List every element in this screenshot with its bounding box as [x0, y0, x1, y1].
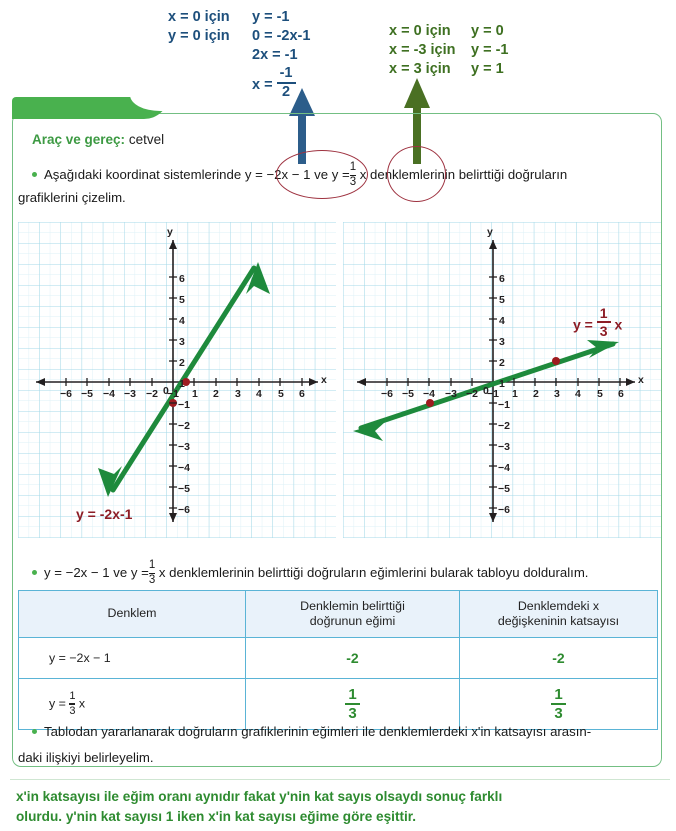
table-row-1-coefficient-value: -2 [552, 650, 565, 666]
graph-right-label-denominator: 3 [599, 323, 608, 339]
table-header-coefficient [460, 591, 658, 638]
table-row-1-slope-value: -2 [346, 650, 359, 666]
graph-left-x-axis-label: x [321, 374, 327, 386]
graph-left-xtick--6: −6 [60, 388, 72, 400]
table-row-2-coefficient-fraction [551, 687, 565, 721]
graph-right-ytick-1: 1 [499, 378, 505, 390]
graph-left-xtick-3: 3 [235, 388, 241, 400]
graph-left-canvas [18, 222, 336, 538]
graph-right-xtick-6: 6 [618, 388, 624, 400]
graph-right-xtick--4: −4 [423, 388, 435, 400]
blue-line-1-left: x = 0 için [168, 9, 230, 25]
graph-left-xtick--4: −4 [103, 388, 115, 400]
graph-right-label-numerator: 1 [599, 305, 608, 321]
graph-right-y-axis-label: y [487, 226, 493, 238]
graph-left-xtick--5: −5 [81, 388, 93, 400]
blue-line-2-left: y = 0 için [168, 28, 230, 45]
table-header-equation: Denklem [19, 591, 246, 638]
green-line-3-left: x = 3 için [389, 61, 451, 78]
graph-right-xtick--1: −1 [487, 388, 499, 400]
blue-final-numerator: -1 [279, 65, 293, 81]
table-header-slope [246, 591, 460, 638]
table-row-2-equation-denominator: 3 [69, 704, 76, 717]
instruction-part-1: Aşağıdaki koordinat sistemlerinde y = −2x − 1 ve y = [44, 166, 350, 182]
graph-left-xtick-4: 4 [256, 388, 262, 400]
graph-left-equation-label: y = -2x-1 [76, 506, 133, 522]
graph-left-xtick--2: −2 [146, 388, 158, 400]
blue-annotation-line-3 [168, 46, 310, 65]
graph-right-xtick--3: −3 [445, 388, 457, 400]
graph-left-xtick-1: 1 [192, 388, 198, 400]
green-annotation-line-1 [389, 22, 508, 41]
bullet-icon [32, 729, 37, 734]
graph-right-label-fraction [597, 306, 611, 338]
activity-banner [12, 97, 162, 119]
bullet-2-paragraph [32, 560, 660, 586]
conclusion-text [16, 787, 666, 826]
table-row-2-equation-fraction [69, 691, 75, 716]
graph-left-ytick--4: −4 [178, 462, 190, 474]
blue-line-2-right: 0 = -2x-1 [252, 28, 311, 45]
blue-annotation-line-2 [168, 27, 310, 46]
green-annotation-block [389, 22, 508, 79]
table-row-2-coefficient-numerator: 1 [554, 686, 563, 703]
table-row-1-coefficient [460, 638, 658, 679]
graph-right-label-suffix: x [614, 316, 623, 333]
graph-left-origin-label: 0 [163, 385, 169, 397]
conclusion-divider [10, 779, 670, 780]
graph-right-ytick-6: 6 [499, 273, 505, 285]
graph-left-ytick--3: −3 [178, 441, 190, 453]
equation-2-highlight-ellipse [387, 146, 446, 202]
blue-annotation-block [168, 8, 310, 65]
graph-right-xtick--5: −5 [402, 388, 414, 400]
graph-right-xtick-3: 3 [554, 388, 560, 400]
conclusion-line-1: x'in katsayısı ile eğim oranı aynıdır fakat y'nin kat sayıs olsaydı sonuç farklı [16, 789, 503, 804]
tools-label: Araç ve gereç: [32, 132, 126, 147]
graph-right-ytick--5: −5 [498, 483, 510, 495]
graph-panel-right [343, 222, 661, 538]
bullet-2-fraction-numerator: 1 [148, 559, 156, 571]
slope-table [18, 590, 658, 730]
graph-right-ytick-3: 3 [499, 336, 505, 348]
graph-left-ytick-6: 6 [179, 273, 185, 285]
graph-left-xtick-2: 2 [213, 388, 219, 400]
equation-1-highlight-ellipse [276, 150, 368, 199]
table-row-2-slope-fraction [345, 687, 359, 721]
graph-right-x-axis-label: x [638, 374, 644, 386]
table-row-2-slope-numerator: 1 [348, 686, 357, 703]
graph-left-xtick--3: −3 [124, 388, 136, 400]
blue-line-1-right: y = -1 [252, 9, 290, 25]
graph-panel-left [18, 222, 336, 538]
graph-left-y-axis-label: y [167, 226, 173, 238]
graph-right-ytick--3: −3 [498, 441, 510, 453]
bullet-2-part-2: x denklemlerinin belirttiği doğruların eğimlerini bularak tabloyu dolduralım. [158, 564, 589, 580]
graph-right-xtick--6: −6 [381, 388, 393, 400]
table-row [19, 638, 658, 679]
green-annotation-line-2 [389, 41, 508, 60]
green-line-1-left: x = 0 için [389, 23, 451, 39]
graph-left-ytick--2: −2 [178, 420, 190, 432]
graph-right-point-1 [426, 399, 434, 407]
graph-left-ytick-4: 4 [179, 315, 185, 327]
graph-left-xtick--1: −1 [167, 388, 179, 400]
table-header-row [19, 591, 658, 638]
bullet-3-paragraph [32, 722, 660, 742]
table-header-coefficient-line-1: Denklemdeki x [517, 598, 600, 613]
table-row-2-equation-numerator: 1 [69, 690, 76, 703]
bullet-2-fraction-denominator: 3 [148, 573, 156, 586]
table-row-2-equation-prefix: y = [49, 697, 66, 712]
bullet-3-line-2: daki ilişkiyi belirleyelim. [18, 750, 154, 765]
table-row-1-slope [246, 638, 460, 679]
graph-left-xtick-6: 6 [299, 388, 305, 400]
tools-line [32, 132, 164, 147]
blue-line-3-right: 2x = -1 [252, 47, 298, 64]
graph-right-ytick-2: 2 [499, 357, 505, 369]
graph-right-ytick--6: −6 [498, 504, 510, 516]
graph-right-xtick--2: −2 [466, 388, 478, 400]
conclusion-line-2: olurdu. y'nin kat sayısı 1 iken x'in kat sayısı eğime göre eşittir. [16, 808, 417, 824]
bullet-icon [32, 172, 37, 177]
table-header-coefficient-line-2: değişkeninin katsayısı [497, 614, 620, 628]
graph-left-ytick-2: 2 [179, 357, 185, 369]
green-line-3-right: y = 1 [471, 61, 504, 78]
bullet-2-part-1: y = −2x − 1 ve y = [44, 564, 149, 580]
graph-left-ytick-3: 3 [179, 336, 185, 348]
blue-final-left: x = [252, 76, 273, 93]
green-line-2-left: x = -3 için [389, 42, 456, 59]
graph-right-xtick-1: 1 [512, 388, 518, 400]
tools-value: cetvel [128, 132, 165, 147]
graph-left-ytick-1: 1 [179, 378, 185, 390]
graph-right-label-prefix: y = [573, 316, 593, 333]
graph-left-ytick--5: −5 [178, 483, 190, 495]
graph-right-ytick--2: −2 [498, 420, 510, 432]
table-header-slope-line-2: doğrunun eğimi [309, 614, 396, 628]
graph-right-xtick-5: 5 [597, 388, 603, 400]
table-row-2-equation-suffix: x [78, 697, 86, 712]
blue-final-denominator: 2 [282, 83, 291, 100]
banner-body [12, 97, 130, 119]
graph-right-point-2 [552, 357, 560, 365]
table-row-1-equation: y = −2x − 1 [19, 638, 246, 679]
bullet-3-line-1: Tablodan yararlanarak doğruların grafiklerinin eğimleri ile denklemlerdeki x'in katsayısı arasın- [44, 724, 592, 739]
blue-annotation-line-1 [168, 8, 310, 27]
graph-right-ytick-5: 5 [499, 294, 505, 306]
green-line-1-right: y = 0 [471, 23, 504, 39]
graph-left-ytick--6: −6 [178, 504, 190, 516]
graph-right-xtick-4: 4 [575, 388, 581, 400]
instruction-line-2: grafiklerini çizelim. [18, 190, 126, 205]
table-row-2-coefficient-denominator: 3 [554, 705, 563, 722]
instruction-fraction-numerator: 1 [349, 161, 357, 173]
table-header-slope-line-1: Denklemin belirttiği [300, 598, 405, 613]
graph-right-xtick-2: 2 [533, 388, 539, 400]
graph-left-ytick-5: 5 [179, 294, 185, 306]
graph-right-origin-label: 0 [483, 385, 489, 397]
activity-banner-label: ETKİNLİK [14, 3, 90, 18]
graph-right-ytick-4: 4 [499, 315, 505, 327]
instruction-fraction-denominator: 3 [349, 175, 357, 188]
bullet-2-fraction [149, 560, 155, 586]
table-row-2-slope-denominator: 3 [348, 705, 357, 722]
bullet-icon [32, 570, 37, 575]
graph-right-ytick--1: −1 [498, 399, 510, 411]
graph-right-equation-label [573, 306, 622, 338]
graph-left-ytick--1: −1 [178, 399, 190, 411]
graph-left-xtick-5: 5 [278, 388, 284, 400]
instruction-part-2: x denklemlerinin belirttiği doğruların [359, 166, 568, 182]
green-line-2-right: y = -1 [471, 42, 509, 59]
graph-right-ytick--4: −4 [498, 462, 510, 474]
